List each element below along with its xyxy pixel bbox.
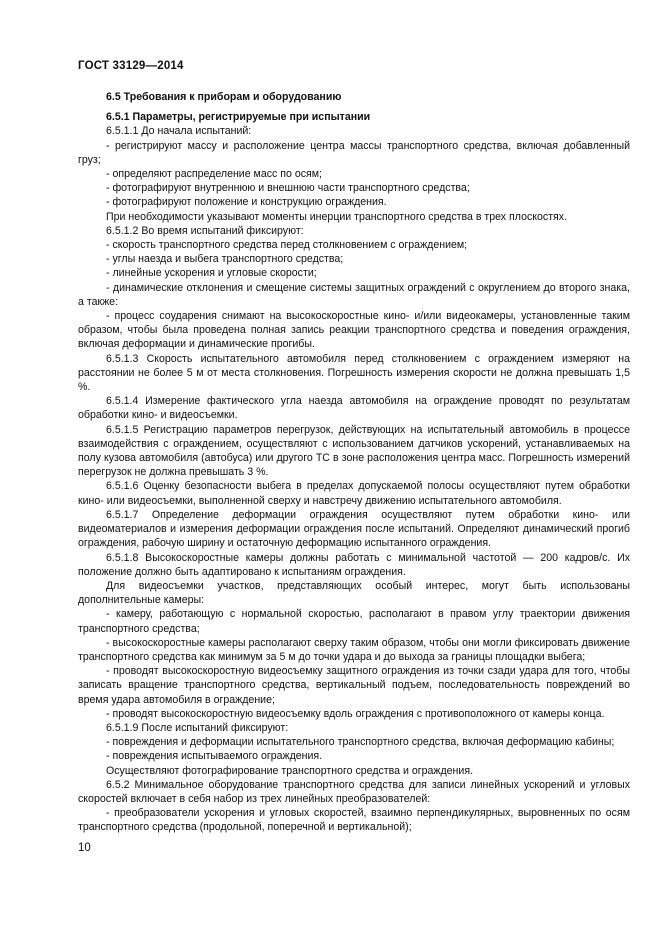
paragraph: - преобразователи ускорения и угловых скоростей, взаимно перпендикулярных, выровненных по осям транспортного средства (продольной, поперечной и вертикальной);	[78, 807, 630, 834]
page-number: 10	[78, 842, 91, 854]
paragraph: 6.5.1.4 Измерение фактического угла наезда автомобиля на ограждение проводят по результатам обработки кино- и видеосъемки.	[78, 395, 630, 422]
paragraph: - определяют распределение масс по осям;	[106, 168, 322, 181]
paragraph: - повреждения испытываемого ограждения.	[106, 750, 323, 763]
paragraph: 6.5.1.1 До начала испытаний:	[106, 125, 252, 138]
paragraph: - динамические отклонения и смещение системы защитных ограждений с округлением до второго знака, а также:	[78, 281, 630, 308]
paragraph: - линейные ускорения и угловые скорости;	[106, 267, 317, 280]
paragraph: - фотографируют положение и конструкцию ограждения.	[106, 196, 387, 209]
paragraph: - процесс соударения снимают на высокоскоростные кино- и/или видеокамеры, установленные таким образом, чтобы была проведена полная запись реакции транспортного средства и поведения ограждения, включая деформации и динамические прогибы.	[78, 310, 630, 351]
paragraph: - камеру, работающую с нормальной скоростью, располагают в правом углу траектории движения транспортного средства;	[78, 608, 630, 635]
paragraph: - регистрируют массу и расположение центра массы транспортного средства, включая добавленный груз;	[78, 139, 630, 166]
paragraph: 6.5.2 Минимальное оборудование транспортного средства для записи линейных ускорений и угловых скоростей включает в себя набор из трех линейных преобразователей:	[78, 778, 630, 805]
paragraph: 6.5.1.6 Оценку безопасности выбега в пределах допускаемой полосы осуществляют путем обработки кино- или видеосъемки, выполненной сверху и навстречу движению испытательного автомобиля.	[78, 480, 630, 507]
paragraph: 6.5.1.3 Скорость испытательного автомобиля перед столкновением с ограждением измеряют на расстоянии не более 5 м от места столкновения. Погрешность измерения скорости не должна превышать 1,5 %.	[78, 352, 630, 394]
paragraph: 6.5.1.7 Определение деформации ограждения осуществляют путем обработки кино- или видеоматериалов и измерения деформации ограждения после испытаний. Определяют динамический прогиб ограждения, рабочую ширину и остаточную деформацию испытанного ограждения.	[78, 508, 630, 550]
paragraph: - высокоскоростные камеры располагают сверху таким образом, чтобы они могли фиксировать движение транспортного средства как минимум за 5 м до точки удара и до выхода за границы площадки выбега;	[78, 636, 630, 663]
document-header: ГОСТ 33129—2014	[78, 60, 184, 72]
paragraph: 6.5.1.9 После испытаний фиксируют:	[106, 721, 289, 734]
paragraph: Осуществляют фотографирование транспортного средства и ограждения.	[106, 764, 474, 777]
paragraph: 6.5.1.2 Во время испытаний фиксируют:	[106, 224, 304, 237]
paragraph: 6.5.1.8 Высокоскоростные камеры должны работать с минимальной частотой — 200 кадров/с. Их положение должно быть адаптировано к испытаниям ограждения.	[78, 551, 630, 578]
paragraph: Для видеосъемки участков, представляющих особый интерес, могут быть использованы дополнительные камеры:	[78, 579, 630, 607]
paragraph: - проводят высокоскоростную видеосъемку вдоль ограждения с противоположного от камеры конца.	[106, 707, 605, 720]
paragraph: - углы наезда и выбега транспортного средства;	[106, 253, 344, 266]
paragraph: - скорость транспортного средства перед столкновением с ограждением;	[106, 239, 468, 252]
document-body	[78, 90, 630, 835]
subsection-title: 6.5.1 Параметры, регистрируемые при испытании	[106, 111, 371, 124]
paragraph: - фотографируют внутреннюю и внешнюю части транспортного средства;	[106, 182, 470, 195]
paragraph: - проводят высокоскоростную видеосъемку защитного ограждения из точки сзади удара для того, чтобы записать вращение транспортного средства, вертикальный подъем, последовательность повреждений во время удара автомобиля в ограждение;	[78, 665, 630, 706]
paragraph: 6.5.1.5 Регистрацию параметров перегрузок, действующих на испытательный автомобиль в процессе взаимодействия с ограждением, осуществляют с использованием датчиков ускорений, устанавливаемых на полу кузова автомобиля (автобуса) или другого ТС в зоне расположения центра масс. Погрешность измерений перегрузок не должна превышать 3 %.	[78, 423, 630, 479]
paragraph: - повреждения и деформации испытательного транспортного средства, включая деформацию кабины;	[106, 736, 615, 749]
section-title: 6.5 Требования к приборам и оборудованию	[106, 91, 342, 103]
paragraph: При необходимости указывают моменты инерции транспортного средства в трех плоскостях.	[106, 210, 568, 223]
